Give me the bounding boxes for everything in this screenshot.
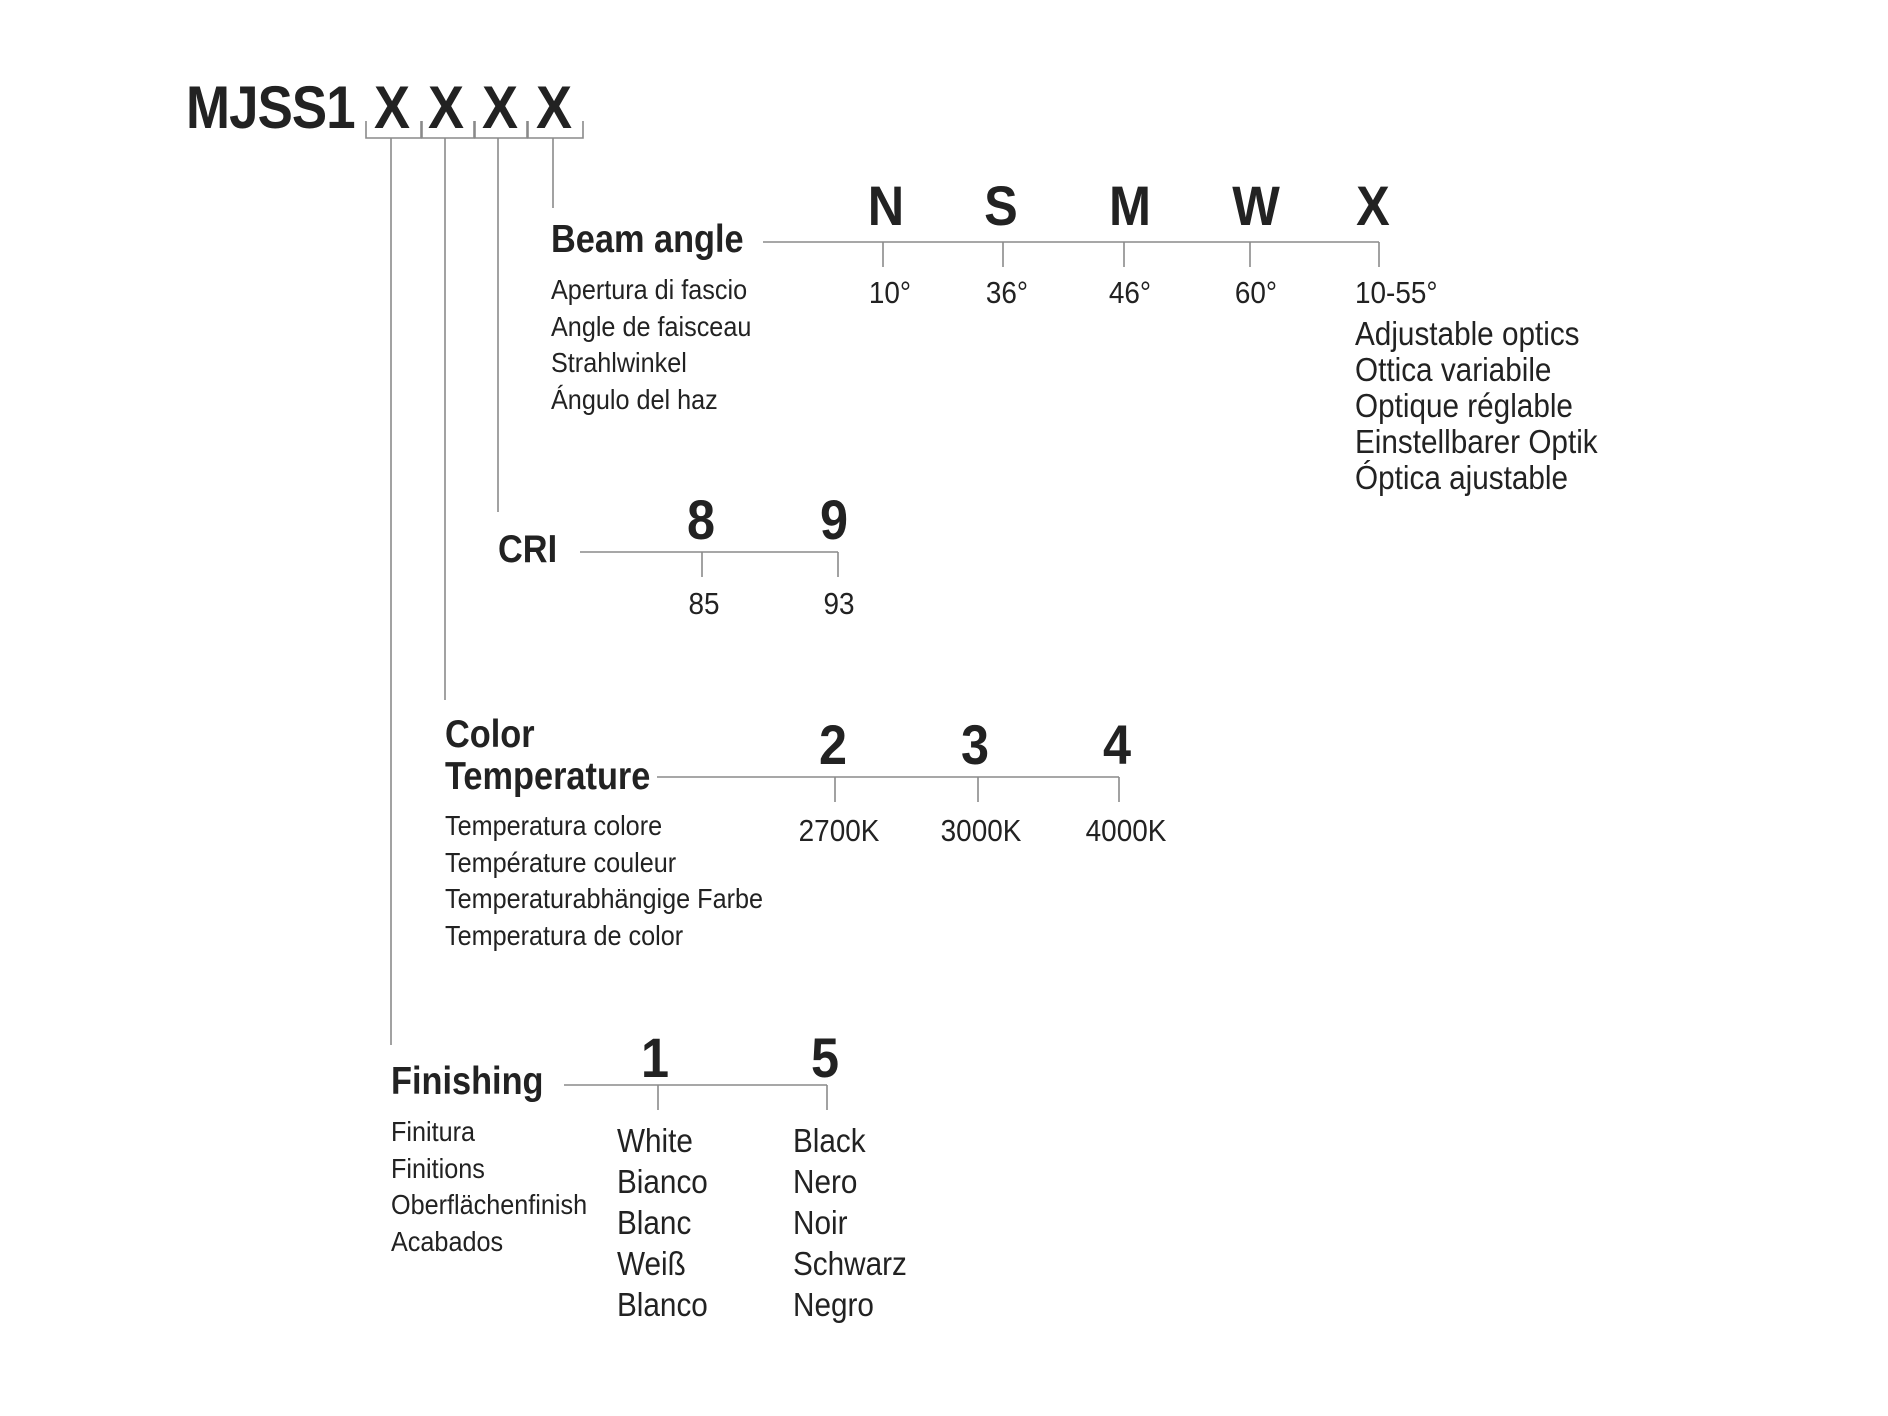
adjustable-label: Einstellbarer Optik (1355, 423, 1598, 460)
code-slot-4: X (536, 74, 573, 141)
beam-value-36: 36° (985, 275, 1029, 310)
finishing-code-1: 1 (640, 1026, 670, 1089)
finish-name: Noir (793, 1204, 848, 1241)
finishing-translation: Oberflächenfinish (391, 1189, 588, 1220)
color-code-4: 4 (1102, 713, 1132, 776)
color-translation: Temperatura colore (445, 810, 663, 841)
color-value-3000: 3000K (940, 813, 1022, 848)
beam-code-S: S (984, 174, 1018, 237)
finish-name: Negro (793, 1286, 874, 1323)
finish-name: Schwarz (793, 1245, 907, 1282)
beam-translation: Strahlwinkel (551, 347, 687, 378)
finish-name: Blanc (617, 1204, 692, 1241)
cri-heading: CRI (498, 528, 558, 571)
color-value-4000: 4000K (1085, 813, 1167, 848)
code-slot-2: X (428, 74, 465, 141)
beam-code-M: M (1109, 174, 1151, 237)
finish-name: Weiß (617, 1245, 686, 1282)
finishing-heading: Finishing (391, 1060, 544, 1103)
beam-translation: Ángulo del haz (551, 383, 718, 415)
color-heading-line2: Temperature (445, 755, 651, 798)
beam-code-W: W (1232, 174, 1280, 237)
beam-value-60: 60° (1234, 275, 1278, 310)
cri-code-8: 8 (686, 488, 716, 551)
code-slot-3: X (482, 74, 519, 141)
beam-adjustable-list (1355, 316, 1598, 496)
color-translation: Temperatura de color (445, 919, 684, 951)
beam-code-N: N (867, 174, 905, 237)
beam-translation: Angle de faisceau (551, 310, 752, 342)
color-translation: Temperaturabhängige Farbe (445, 883, 764, 914)
finishing-black-list (793, 1120, 907, 1325)
finish-name: Bianco (617, 1163, 708, 1200)
finishing-translation: Acabados (391, 1225, 504, 1257)
finishing-translations (391, 1114, 587, 1260)
cri-value-93: 93 (823, 586, 855, 621)
finish-name: Blanco (617, 1286, 708, 1323)
adjustable-label: Óptica ajustable (1355, 459, 1568, 496)
finish-name: Nero (793, 1163, 858, 1200)
color-translations (445, 808, 763, 954)
beam-translation: Apertura di fascio (551, 274, 748, 305)
adjustable-label: Ottica variabile (1355, 351, 1552, 388)
finishing-translation: Finitions (391, 1152, 485, 1184)
finishing-code-5: 5 (810, 1026, 840, 1089)
finish-name: Black (793, 1122, 866, 1159)
code-prefix: MJSS1 (186, 74, 355, 141)
beam-translations (551, 272, 751, 418)
color-value-2700: 2700K (798, 813, 880, 848)
cri-value-85: 85 (688, 586, 720, 621)
color-heading-line1: Color (445, 713, 535, 756)
adjustable-label: Adjustable optics (1355, 315, 1580, 352)
beam-value-46: 46° (1108, 275, 1152, 310)
finishing-translation: Finitura (391, 1116, 476, 1147)
beam-heading: Beam angle (551, 218, 744, 261)
beam-code-X: X (1356, 174, 1390, 237)
finishing-white-list (617, 1120, 708, 1325)
cri-code-9: 9 (819, 488, 849, 551)
finish-name: White (617, 1122, 693, 1159)
color-code-2: 2 (818, 713, 848, 776)
code-slot-1: X (374, 74, 411, 141)
color-translation: Température couleur (445, 846, 677, 878)
beam-value-10: 10° (868, 275, 912, 310)
adjustable-label: Optique réglable (1355, 387, 1573, 424)
beam-value-adjustable: 10-55° (1355, 275, 1438, 310)
color-code-3: 3 (960, 713, 990, 776)
